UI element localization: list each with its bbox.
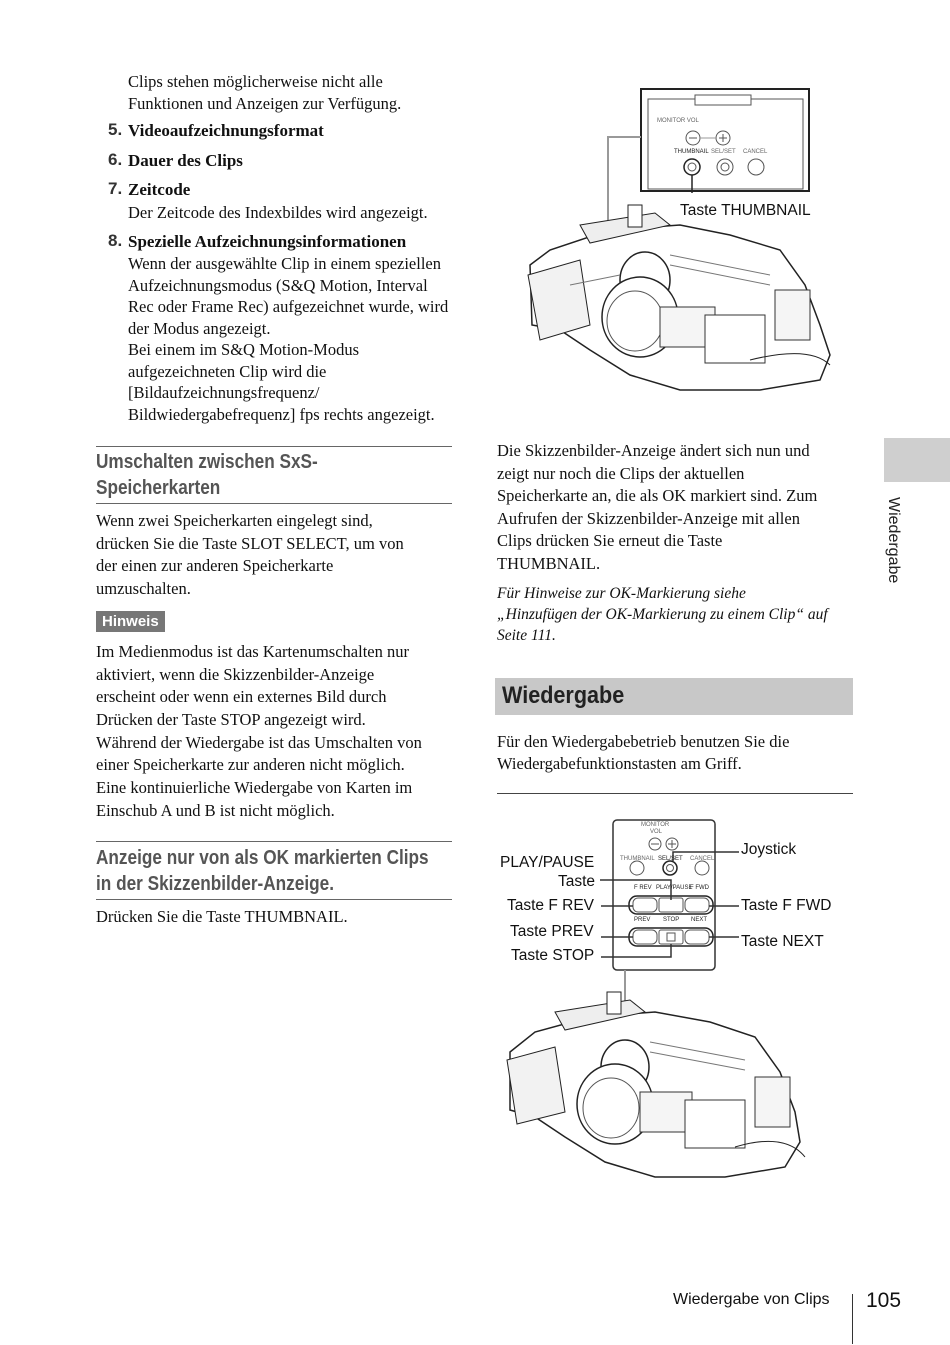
item-desc-line: Bildwiedergabefrequenz] fps rechts angezeigt. <box>128 405 435 424</box>
body-line: umzuschalten. <box>96 579 191 598</box>
body-line: Wiedergabefunktionstasten am Griff. <box>497 754 742 773</box>
panel-label: MONITOR VOL <box>657 118 699 124</box>
callout-stop: Taste STOP <box>511 947 595 964</box>
item-desc-line: Bei einem im S&Q Motion-Modus <box>128 340 359 359</box>
item-desc-line: der Modus angezeigt. <box>128 319 271 338</box>
panel-label: MONITOR <box>641 822 670 828</box>
callout-playpause: PLAY/PAUSE <box>500 854 595 871</box>
item-title: Dauer des Clips <box>128 151 243 170</box>
item-title: Zeitcode <box>128 180 191 199</box>
body-line: Drücken Sie die Taste THUMBNAIL. <box>96 907 348 926</box>
note-line: einer Speicherkarte zur anderen nicht möglich. <box>96 755 405 774</box>
panel-label: PREV <box>634 917 651 923</box>
panel-label: F FWD <box>690 885 709 891</box>
footer-divider <box>852 1294 853 1344</box>
body-line: Die Skizzenbilder-Anzeige ändert sich nun und <box>497 441 810 460</box>
intro-text: Clips stehen möglicherweise nicht alle Funktionen und Anzeigen zur Verfügung. <box>128 72 402 113</box>
panel-label: NEXT <box>691 917 708 923</box>
item-number: 5. <box>108 120 123 139</box>
callout-prev: Taste PREV <box>510 923 594 940</box>
item-desc-line: Wenn der ausgewählte Clip in einem speziellen <box>128 254 441 273</box>
cross-reference-line: Seite 111. <box>497 627 556 644</box>
item-desc-line: Rec oder Frame Rec) aufgezeichnet wurde, wird <box>128 297 449 316</box>
item-number: 8. <box>108 231 123 250</box>
body-line: Für den Wiedergabebetrieb benutzen Sie die <box>497 732 790 751</box>
callout-thumbnail: Taste THUMBNAIL <box>680 202 811 219</box>
note-line: erscheint oder wenn ein externes Bild durch <box>96 687 387 706</box>
note-line: Drücken der Taste STOP angezeigt wird. <box>96 710 366 729</box>
section-rule <box>96 841 452 842</box>
section-rule <box>96 446 452 447</box>
panel-label: CANCEL <box>743 149 768 155</box>
panel-label: F REV <box>634 885 652 891</box>
body-line: Aufrufen der Skizzenbilder-Anzeige mit allen <box>497 509 800 528</box>
cross-reference-line: „Hinzufügen der OK-Markierung zu einem Clip“ auf <box>497 606 828 623</box>
item-title: Videoaufzeichnungsformat <box>128 121 324 140</box>
note-line: Während der Wiedergabe ist das Umschalten von <box>96 733 422 752</box>
body-line: Wenn zwei Speicherkarten eingelegt sind, <box>96 511 373 530</box>
body-line: THUMBNAIL. <box>497 554 601 573</box>
side-tab <box>884 438 950 482</box>
callout-playpause: Taste <box>558 873 596 890</box>
panel-label: CANCEL <box>690 856 715 862</box>
callout-joystick: Joystick <box>741 841 797 858</box>
note-line: aktiviert, wenn die Skizzenbilder-Anzeige <box>96 665 375 684</box>
item-desc-line: Aufzeichnungsmodus (S&Q Motion, Interval <box>128 276 428 295</box>
item-desc: Der Zeitcode des Indexbildes wird angezeigt. <box>128 203 428 222</box>
item-title: Spezielle Aufzeichnungsinformationen <box>128 232 407 251</box>
panel-label: SEL/SET <box>658 856 683 862</box>
item-desc-line: aufgezeichneten Clip wird die <box>128 362 327 381</box>
section-heading: Speicherkarten <box>96 477 221 499</box>
callout-frev: Taste F REV <box>507 897 594 914</box>
panel-label: STOP <box>663 917 680 923</box>
figure-rule <box>497 793 853 794</box>
body-line: der einen zur anderen Speicherkarte <box>96 556 334 575</box>
body-line: drücken Sie die Taste SLOT SELECT, um von <box>96 534 404 553</box>
callout-next: Taste NEXT <box>741 933 824 950</box>
section-banner-title: Wiedergabe <box>502 682 625 709</box>
footer-section: Wiedergabe von Clips <box>673 1291 830 1308</box>
item-number: 6. <box>108 150 123 169</box>
page-number: 105 <box>866 1289 902 1312</box>
note-line: Einschub A und B ist nicht möglich. <box>96 801 335 820</box>
body-line: Speicherkarte an, die als OK markiert sind. Zum <box>497 486 818 505</box>
section-heading: in der Skizzenbilder-Anzeige. <box>96 873 334 895</box>
body-line: Clips drücken Sie erneut die Taste <box>497 531 723 550</box>
note-line: Im Medienmodus ist das Kartenumschalten nur <box>96 642 409 661</box>
side-tab-label: Wiedergabe <box>885 497 902 584</box>
panel-label: THUMBNAIL <box>620 856 655 862</box>
section-heading: Anzeige nur von als OK markierten Clips <box>96 847 429 869</box>
panel-label: THUMBNAIL <box>674 149 709 155</box>
section-rule <box>96 503 452 504</box>
panel-label: PLAY/PAUSE <box>656 885 693 891</box>
note-line: Eine kontinuierliche Wiedergabe von Karten im <box>96 778 413 797</box>
panel-label: SEL/SET <box>711 149 736 155</box>
item-desc-line: [Bildaufzeichnungsfrequenz/ <box>128 383 320 402</box>
callout-ffwd: Taste F FWD <box>741 897 832 914</box>
cross-reference-line: Für Hinweise zur OK-Markierung siehe <box>497 585 746 602</box>
item-number: 7. <box>108 179 123 198</box>
panel-label: VOL <box>650 829 663 835</box>
section-rule <box>96 899 452 900</box>
body-line: zeigt nur noch die Clips der aktuellen <box>497 464 745 483</box>
note-badge: Hinweis <box>96 611 165 632</box>
camera-thumbnail-figure <box>520 85 850 405</box>
section-heading: Umschalten zwischen SxS- <box>96 451 318 473</box>
